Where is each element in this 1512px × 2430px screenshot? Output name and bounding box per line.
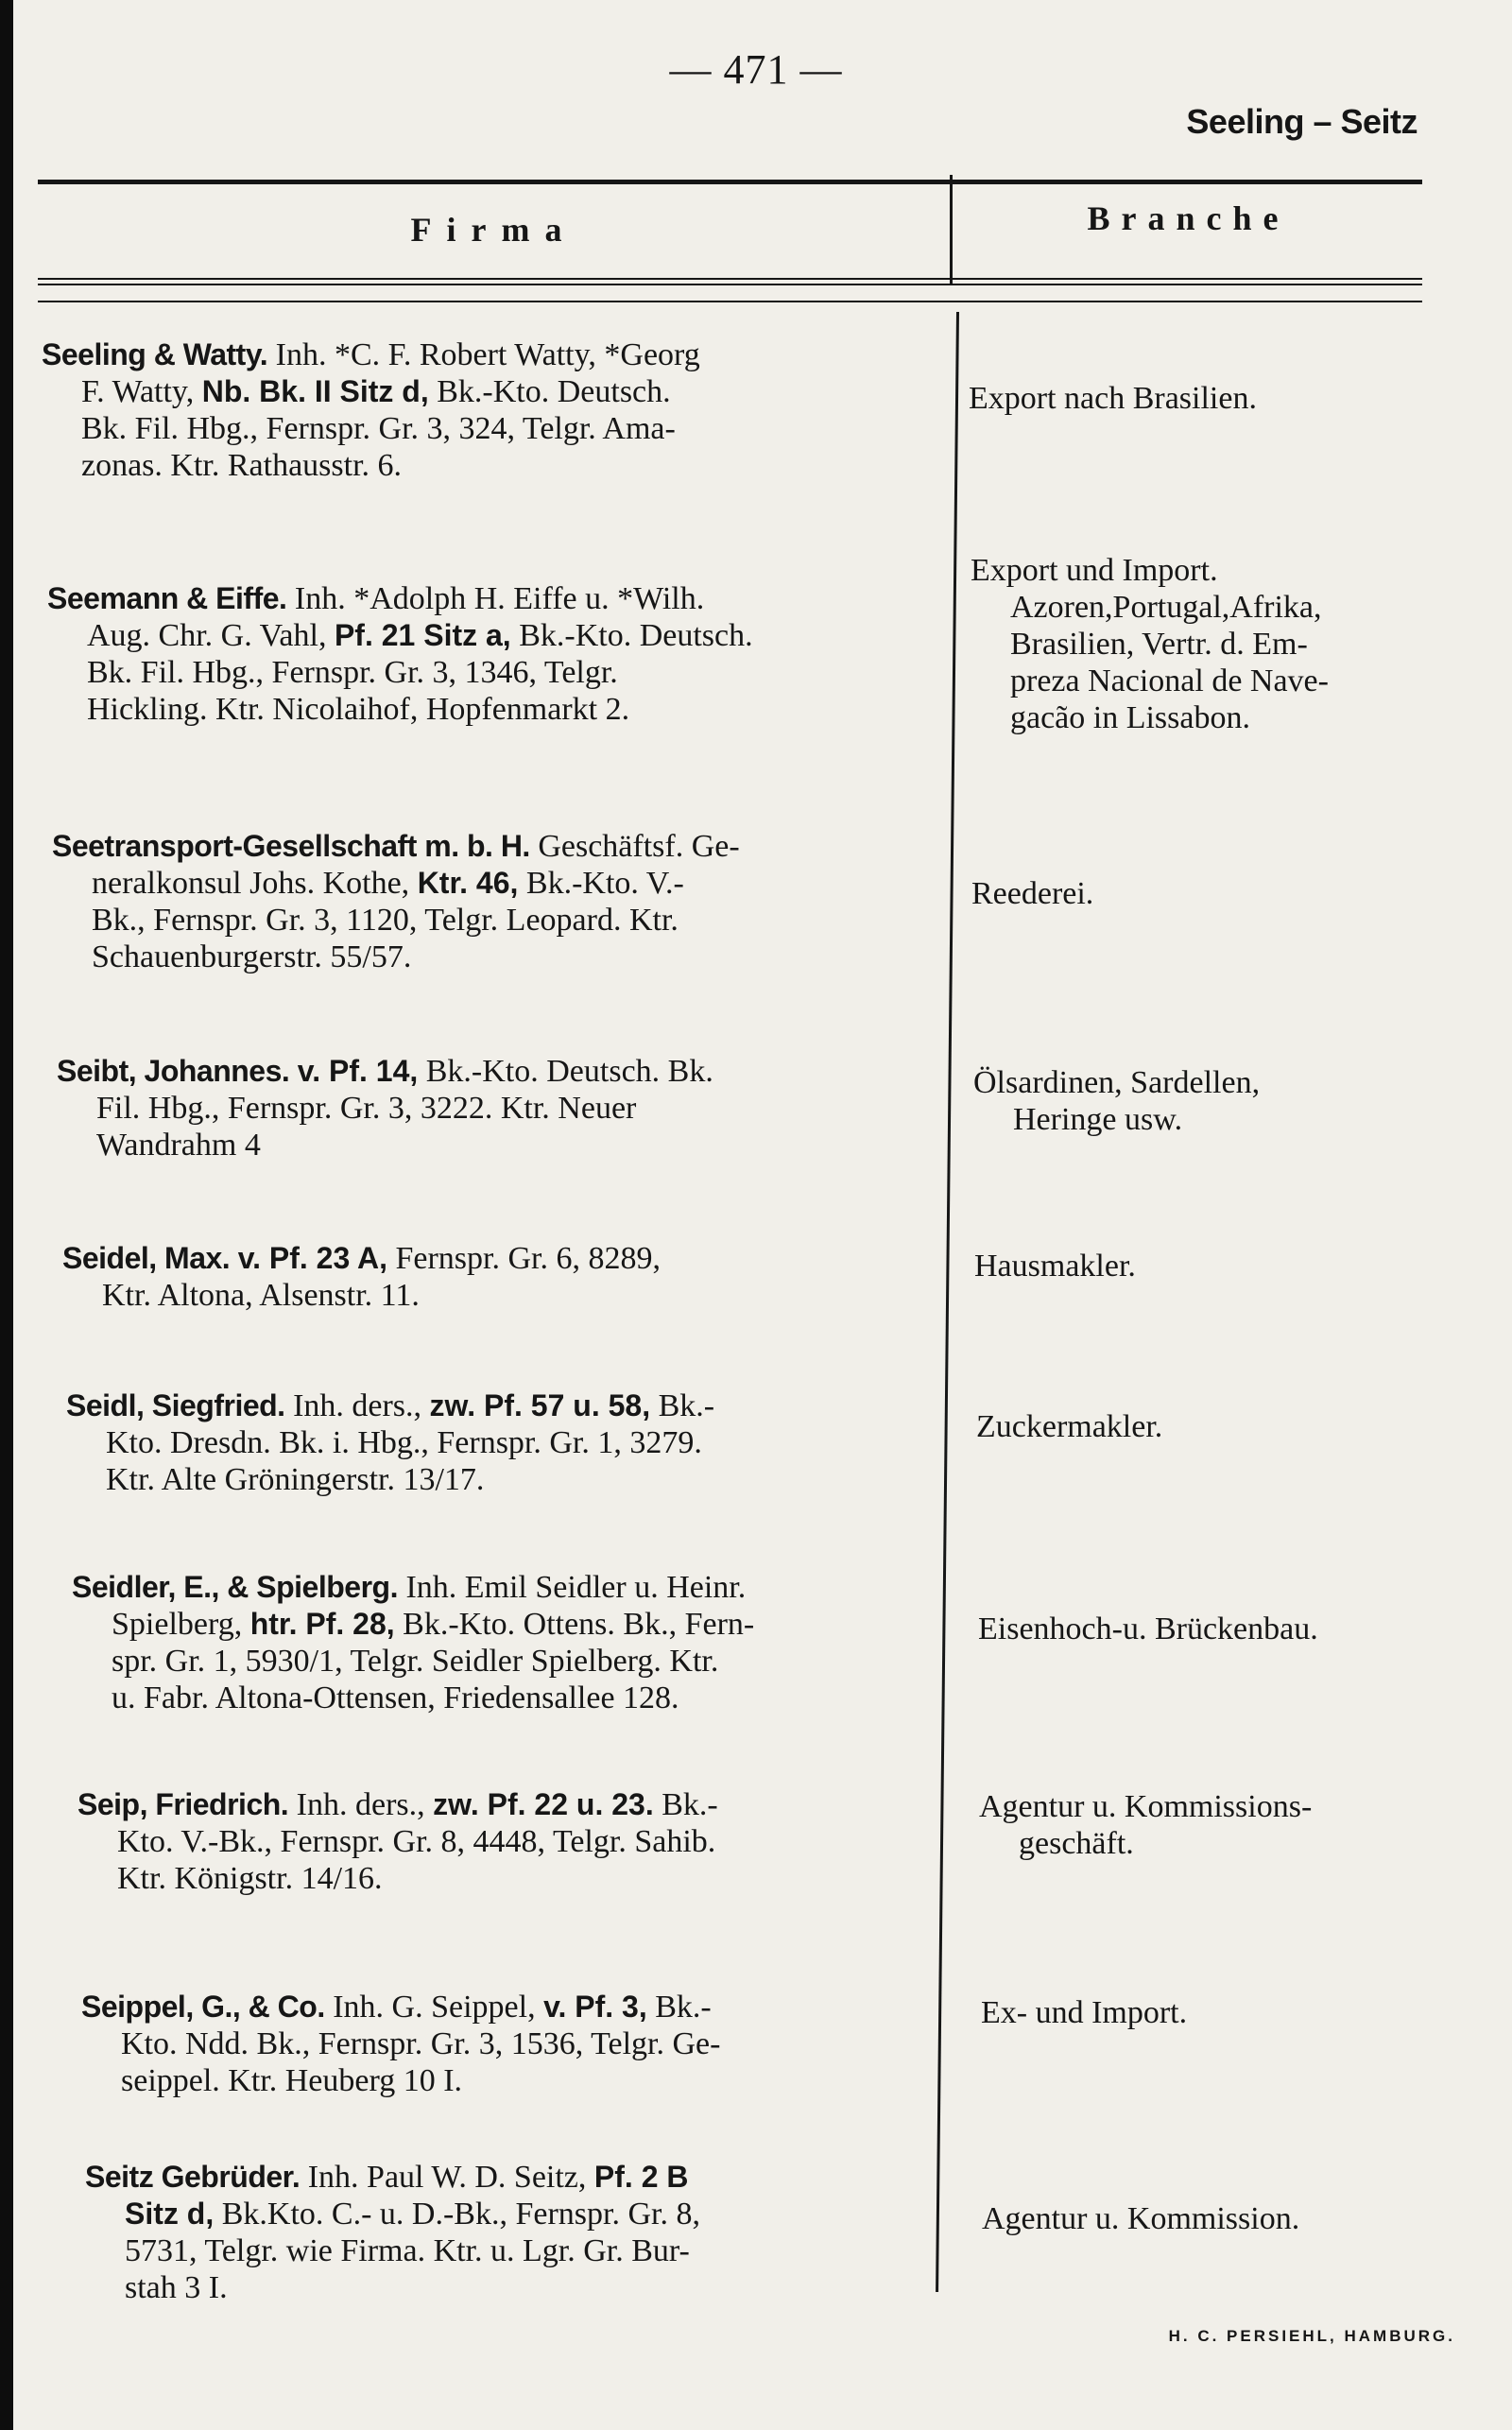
- page-edge: [0, 0, 13, 2430]
- text-segment: Ktr. Königstr. 14/16.: [117, 1861, 383, 1896]
- entry-line: [85, 2196, 1006, 2232]
- entry-firma: [85, 2159, 1006, 2306]
- text-segment: Ktr. Alte Gröningerstr. 13/17.: [106, 1462, 485, 1497]
- firm-name: Seip, Friedrich.: [77, 1787, 289, 1821]
- entry-line: [57, 1053, 978, 1090]
- entry-firma: [42, 336, 963, 484]
- entry-firma: [66, 1387, 988, 1498]
- text-segment: Bk.-Kto. Deutsch. Bk.: [418, 1054, 713, 1089]
- text-segment: stah 3 I.: [125, 2270, 228, 2305]
- text-segment: Bk.-: [650, 1388, 715, 1423]
- header-rule-lower: [38, 301, 1422, 302]
- branche-line: Heringe usw.: [1013, 1102, 1183, 1137]
- branche-line: Ex- und Import.: [981, 1995, 1188, 2030]
- entry-line: [52, 939, 973, 975]
- entry-branche: [976, 1408, 1468, 1445]
- branche-line: Hausmakler.: [974, 1249, 1136, 1284]
- text-segment: Kto. Dresdn. Bk. i. Hbg., Fernspr. Gr. 1, 3279.: [106, 1425, 702, 1460]
- bold-segment: htr. Pf. 28,: [249, 1607, 395, 1641]
- text-segment: [289, 1054, 298, 1089]
- branche-line: Azoren,Portugal,Afrika,: [1010, 590, 1322, 625]
- entry-line: [85, 2269, 1006, 2306]
- entry-line: [42, 373, 963, 410]
- top-rule: [38, 180, 1422, 184]
- entry-firma: [81, 1989, 1003, 2099]
- entry-line: [62, 1277, 984, 1314]
- entry-branche: [973, 1064, 1465, 1138]
- bold-segment: zw. Pf. 22 u. 23.: [433, 1787, 654, 1821]
- text-segment: neralkonsul Johs. Kothe,: [92, 866, 418, 901]
- firm-name: Seippel, G., & Co.: [81, 1990, 325, 2024]
- entry-line: [52, 902, 973, 939]
- text-segment: Wandrahm 4: [96, 1128, 261, 1163]
- text-segment: F. Watty,: [81, 374, 202, 409]
- entry-branche: [982, 2200, 1473, 2237]
- text-segment: Inh. Paul W. D. Seitz,: [300, 2160, 594, 2195]
- text-segment: Bk.-Kto. Deutsch.: [510, 618, 753, 653]
- firm-name: Seetransport-Gesellschaft m. b. H.: [52, 829, 530, 863]
- entry-line: [81, 2025, 1003, 2062]
- branche-line: Reederei.: [971, 876, 1094, 911]
- entry-line: [72, 1643, 993, 1680]
- entry-firma: [57, 1053, 978, 1163]
- entry-line: [85, 2232, 1006, 2269]
- text-segment: Bk. Fil. Hbg., Fernspr. Gr. 3, 1346, Telgr.: [87, 655, 618, 690]
- entry-firma: [72, 1569, 993, 1716]
- entry-line: [57, 1127, 978, 1163]
- entry-line: [52, 828, 973, 865]
- entry-firma: [62, 1240, 984, 1314]
- printer-imprint: H. C. PERSIEHL, HAMBURG.: [1168, 2327, 1455, 2345]
- entry-line: [47, 691, 969, 728]
- branche-line: Agentur u. Kommissions-: [979, 1789, 1313, 1824]
- header-rule-upper: [38, 278, 1422, 280]
- bold-segment: Pf. 21 Sitz a,: [334, 618, 511, 652]
- firm-name: Seidl, Siegfried.: [66, 1388, 285, 1422]
- entry-branche: [969, 380, 1460, 417]
- entry-branche: [971, 875, 1463, 912]
- entry-line: [77, 1860, 999, 1897]
- text-segment: Spielberg,: [112, 1607, 250, 1642]
- text-segment: Aug. Chr. G. Vahl,: [87, 618, 335, 653]
- text-segment: Hickling. Ktr. Nicolaihof, Hopfenmarkt 2.: [87, 692, 630, 727]
- entry-branche: [974, 1248, 1466, 1284]
- firm-name: Seeling & Watty.: [42, 337, 268, 371]
- entry-branche: [978, 1611, 1469, 1647]
- entry-line: [72, 1680, 993, 1716]
- firm-name: Seemann & Eiffe.: [47, 581, 287, 615]
- entry-line: [62, 1240, 984, 1277]
- text-segment: Bk.-Kto. Ottens. Bk., Fern-: [394, 1607, 755, 1642]
- entry-line: [57, 1090, 978, 1127]
- branche-line: preza Nacional de Nave-: [1010, 664, 1329, 698]
- branche-line: Export nach Brasilien.: [969, 381, 1257, 416]
- text-segment: Fil. Hbg., Fernspr. Gr. 3, 3222. Ktr. Neuer: [96, 1091, 637, 1126]
- text-segment: Inh. *C. F. Robert Watty, *Georg: [267, 337, 700, 372]
- text-segment: zonas. Ktr. Rathausstr. 6.: [81, 448, 403, 483]
- text-segment: Fernspr. Gr. 6, 8289,: [387, 1241, 661, 1276]
- bold-segment: Nb. Bk. II Sitz d,: [201, 374, 429, 408]
- bold-segment: v. Pf. 23 A,: [237, 1241, 387, 1275]
- entry-line: [81, 2062, 1003, 2099]
- text-segment: Kto. Ndd. Bk., Fernspr. Gr. 3, 1536, Telgr. Ge-: [121, 2026, 721, 2061]
- text-segment: 5731, Telgr. wie Firma. Ktr. u. Lgr. Gr. Bur-: [125, 2233, 690, 2268]
- header-rule-middle: [38, 284, 1422, 285]
- entry-firma: [52, 828, 973, 975]
- text-segment: Bk.Kto. C.- u. D.-Bk., Fernspr. Gr. 8,: [214, 2197, 700, 2232]
- text-segment: Inh. Emil Seidler u. Heinr.: [397, 1570, 747, 1605]
- text-segment: Bk. Fil. Hbg., Fernspr. Gr. 3, 324, Telgr. Ama-: [81, 411, 676, 446]
- text-segment: Inh. ders.,: [284, 1388, 430, 1423]
- text-segment: Bk.-Kto. V.-: [518, 866, 684, 901]
- entry-line: [52, 865, 973, 902]
- running-head: Seeling – Seitz: [1186, 102, 1418, 141]
- bold-segment: zw. Pf. 57 u. 58,: [429, 1388, 651, 1422]
- firm-name: Seitz Gebrüder.: [85, 2160, 301, 2194]
- text-segment: Bk.-Kto. Deutsch.: [428, 374, 671, 409]
- text-segment: Geschäftsf. Ge-: [529, 829, 740, 864]
- branche-line: Ölsardinen, Sardellen,: [973, 1065, 1261, 1100]
- entry-firma: [47, 580, 969, 728]
- entry-line: [42, 336, 963, 373]
- entry-line: [77, 1823, 999, 1860]
- text-segment: seippel. Ktr. Heuberg 10 I.: [121, 2063, 463, 2098]
- entry-line: [72, 1606, 993, 1643]
- text-segment: Bk.-: [646, 1990, 712, 2025]
- branche-line: Agentur u. Kommission.: [982, 2201, 1300, 2236]
- bold-segment: Sitz d,: [125, 2197, 215, 2231]
- header-firma: Firma: [410, 211, 577, 249]
- bold-segment: v. Pf. 14,: [297, 1054, 419, 1088]
- text-segment: Inh. ders.,: [288, 1787, 434, 1822]
- firm-name: Seidler, E., & Spielberg.: [72, 1570, 398, 1604]
- entry-line: [77, 1786, 999, 1823]
- entry-line: [47, 654, 969, 691]
- text-segment: Schauenburgerstr. 55/57.: [92, 939, 412, 974]
- branche-line: Export und Import.: [971, 553, 1218, 588]
- branche-line: gacão in Lissabon.: [1010, 700, 1250, 735]
- entry-line: [81, 1989, 1003, 2025]
- text-segment: Inh. G. Seippel,: [324, 1990, 544, 2025]
- entry-branche: [971, 552, 1462, 736]
- entry-line: [66, 1387, 988, 1424]
- text-segment: spr. Gr. 1, 5930/1, Telgr. Seidler Spielberg. Ktr.: [112, 1644, 719, 1679]
- firm-name: Seidel, Max.: [62, 1241, 231, 1275]
- entry-line: [72, 1569, 993, 1606]
- branche-line: geschäft.: [1019, 1826, 1134, 1861]
- entry-line: [85, 2159, 1006, 2196]
- branche-line: Zuckermakler.: [976, 1409, 1163, 1444]
- entry-branche: [979, 1788, 1470, 1862]
- entry-line: [47, 617, 969, 654]
- header-column-divider: [950, 175, 953, 284]
- text-segment: Ktr. Altona, Alsenstr. 11.: [102, 1278, 420, 1313]
- text-segment: u. Fabr. Altona-Ottensen, Friedensallee 128.: [112, 1680, 679, 1715]
- entry-line: [47, 580, 969, 617]
- firm-name: Seibt, Johannes.: [57, 1054, 290, 1088]
- page-number: — 471 —: [669, 46, 843, 93]
- branche-line: Brasilien, Vertr. d. Em-: [1010, 627, 1308, 662]
- bold-segment: Ktr. 46,: [417, 866, 519, 900]
- header-branche: Branche: [1087, 199, 1290, 237]
- text-segment: Bk.-: [653, 1787, 718, 1822]
- text-segment: Inh. *Adolph H. Eiffe u. *Wilh.: [286, 581, 705, 616]
- entry-line: [66, 1461, 988, 1498]
- branche-line: Eisenhoch-u. Brückenbau.: [978, 1611, 1318, 1646]
- text-segment: Kto. V.-Bk., Fernspr. Gr. 8, 4448, Telgr. Sahib.: [117, 1824, 716, 1859]
- bold-segment: Pf. 2 B: [593, 2160, 689, 2194]
- entry-line: [42, 410, 963, 447]
- entry-firma: [77, 1786, 999, 1897]
- entry-line: [42, 447, 963, 484]
- entry-branche: [981, 1994, 1472, 2031]
- text-segment: [230, 1241, 238, 1276]
- text-segment: Bk., Fernspr. Gr. 3, 1120, Telgr. Leopard. Ktr.: [92, 903, 679, 938]
- entry-line: [66, 1424, 988, 1461]
- bold-segment: v. Pf. 3,: [543, 1990, 647, 2024]
